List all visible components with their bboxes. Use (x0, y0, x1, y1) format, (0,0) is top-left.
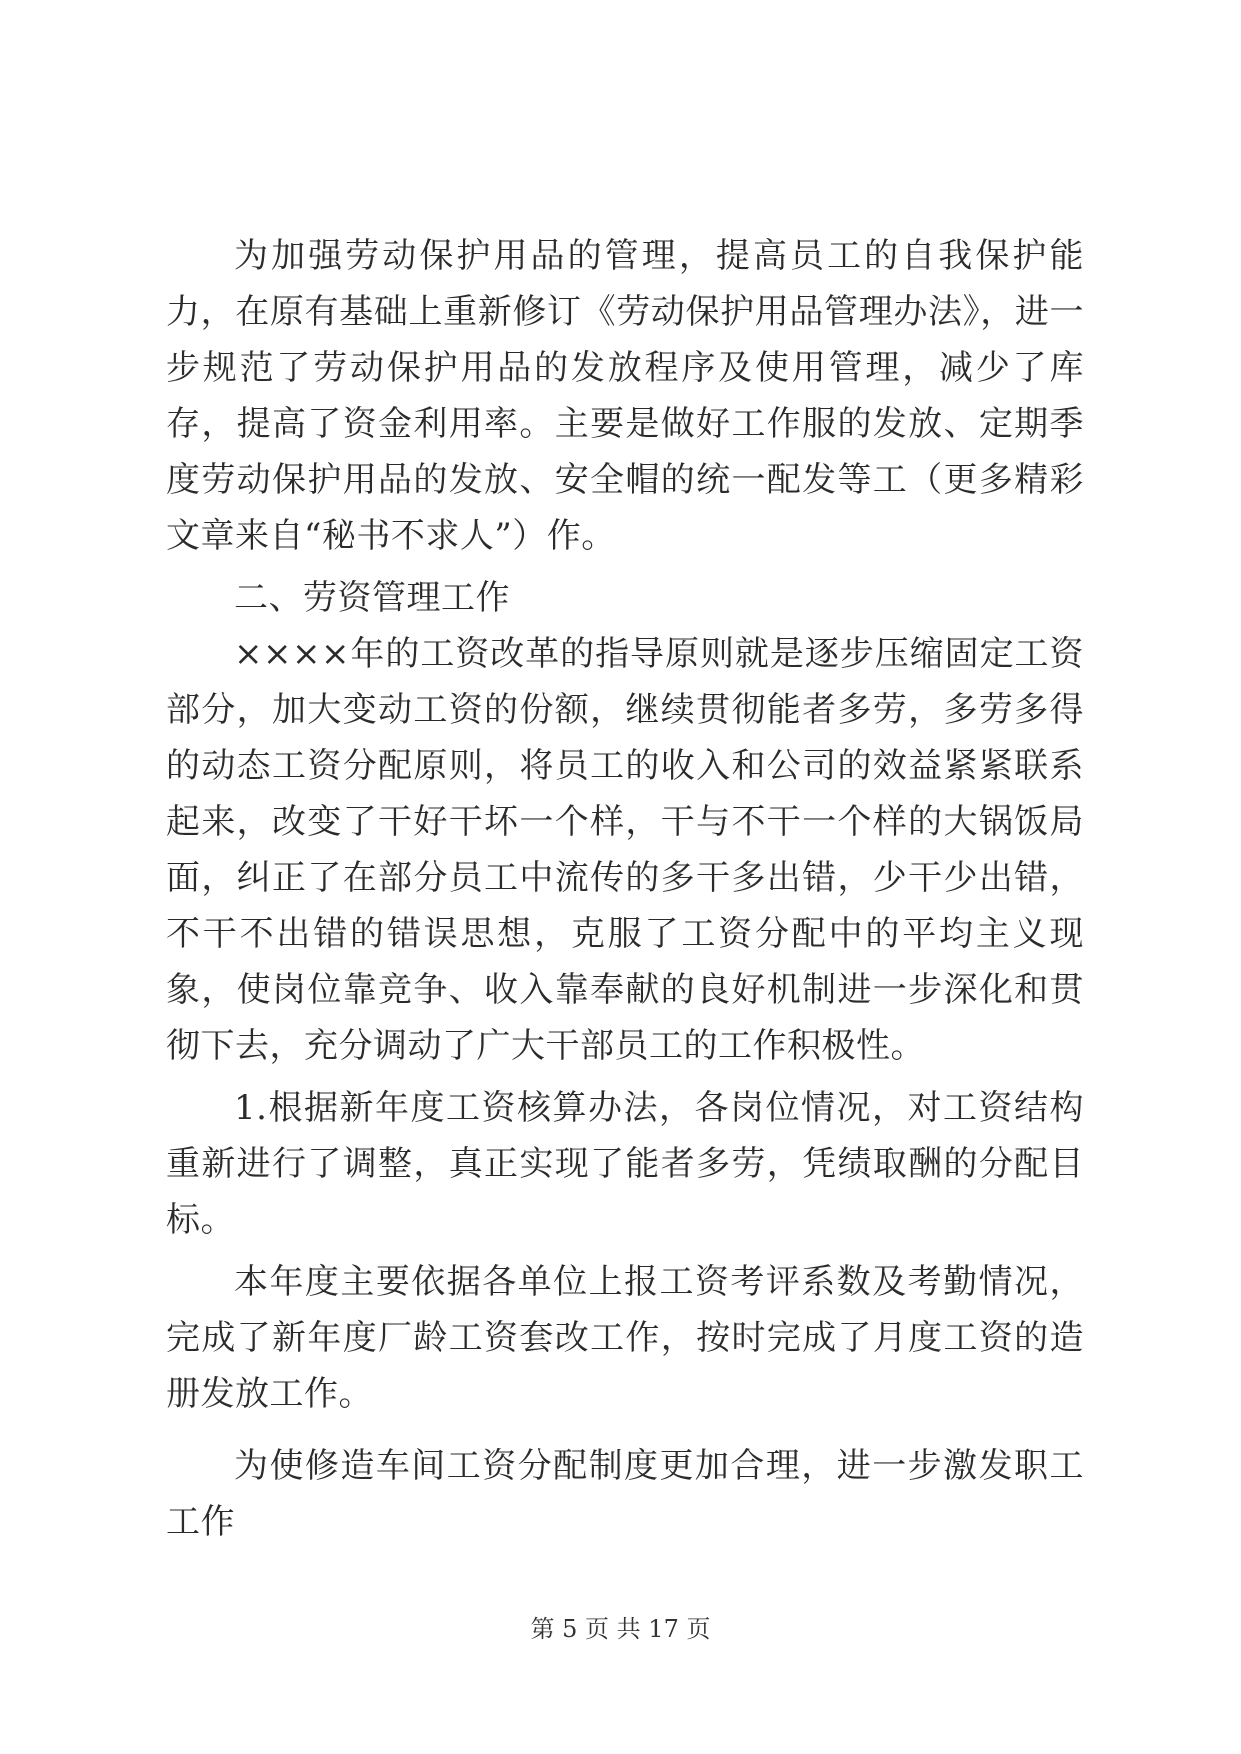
section-heading-labor-management: 二、劳资管理工作 (234, 578, 510, 618)
paragraph-wage-structure-adjustment: 1.根据新年度工资核算办法，各岗位情况，对工资结构重新进行了调整，真正实现了能者多劳，凭绩取酬的分配目标。 (166, 1088, 1084, 1240)
document-body (166, 228, 1084, 1550)
paragraph-protective-equipment: 为加强劳动保护用品的管理，提高员工的自我保护能力，在原有基础上重新修订《劳动保护用品管理办法》，进一步规范了劳动保护用品的发放程序及使用管理，减少了库存，提高了资金利用率。主要是做好工作服的发放、定期季度劳动保护用品的发放、安全帽的统一配发等工（更多精彩文章来自“秘书不求人”）作。 (166, 236, 1084, 556)
paragraph-annual-wage-work: 本年度主要依据各单位上报工资考评系数及考勤情况，完成了新年度厂龄工资套改工作，按时完成了月度工资的造册发放工作。 (166, 1262, 1084, 1414)
paragraph-workshop-wage-distribution: 为使修造车间工资分配制度更加合理，进一步激发职工工作 (166, 1446, 1084, 1542)
paragraph-wage-reform: ××××年的工资改革的指导原则就是逐步压缩固定工资部分，加大变动工资的份额，继续贯彻能者多劳，多劳多得的动态工资分配原则，将员工的收入和公司的效益紧紧联系起来，改变了干好干坏一个样，干与不干一个样的大锅饭局面，纠正了在部分员工中流传的多干多出错，少干少出错，不干不出错的错误思想，克服了工资分配中的平均主义现象，使岗位靠竞争、收入靠奉献的良好机制进一步深化和贯彻下去，充分调动了广大干部员工的工作积极性。 (166, 634, 1084, 1066)
page-number-footer: 第 5 页 共 17 页 (530, 1615, 711, 1643)
